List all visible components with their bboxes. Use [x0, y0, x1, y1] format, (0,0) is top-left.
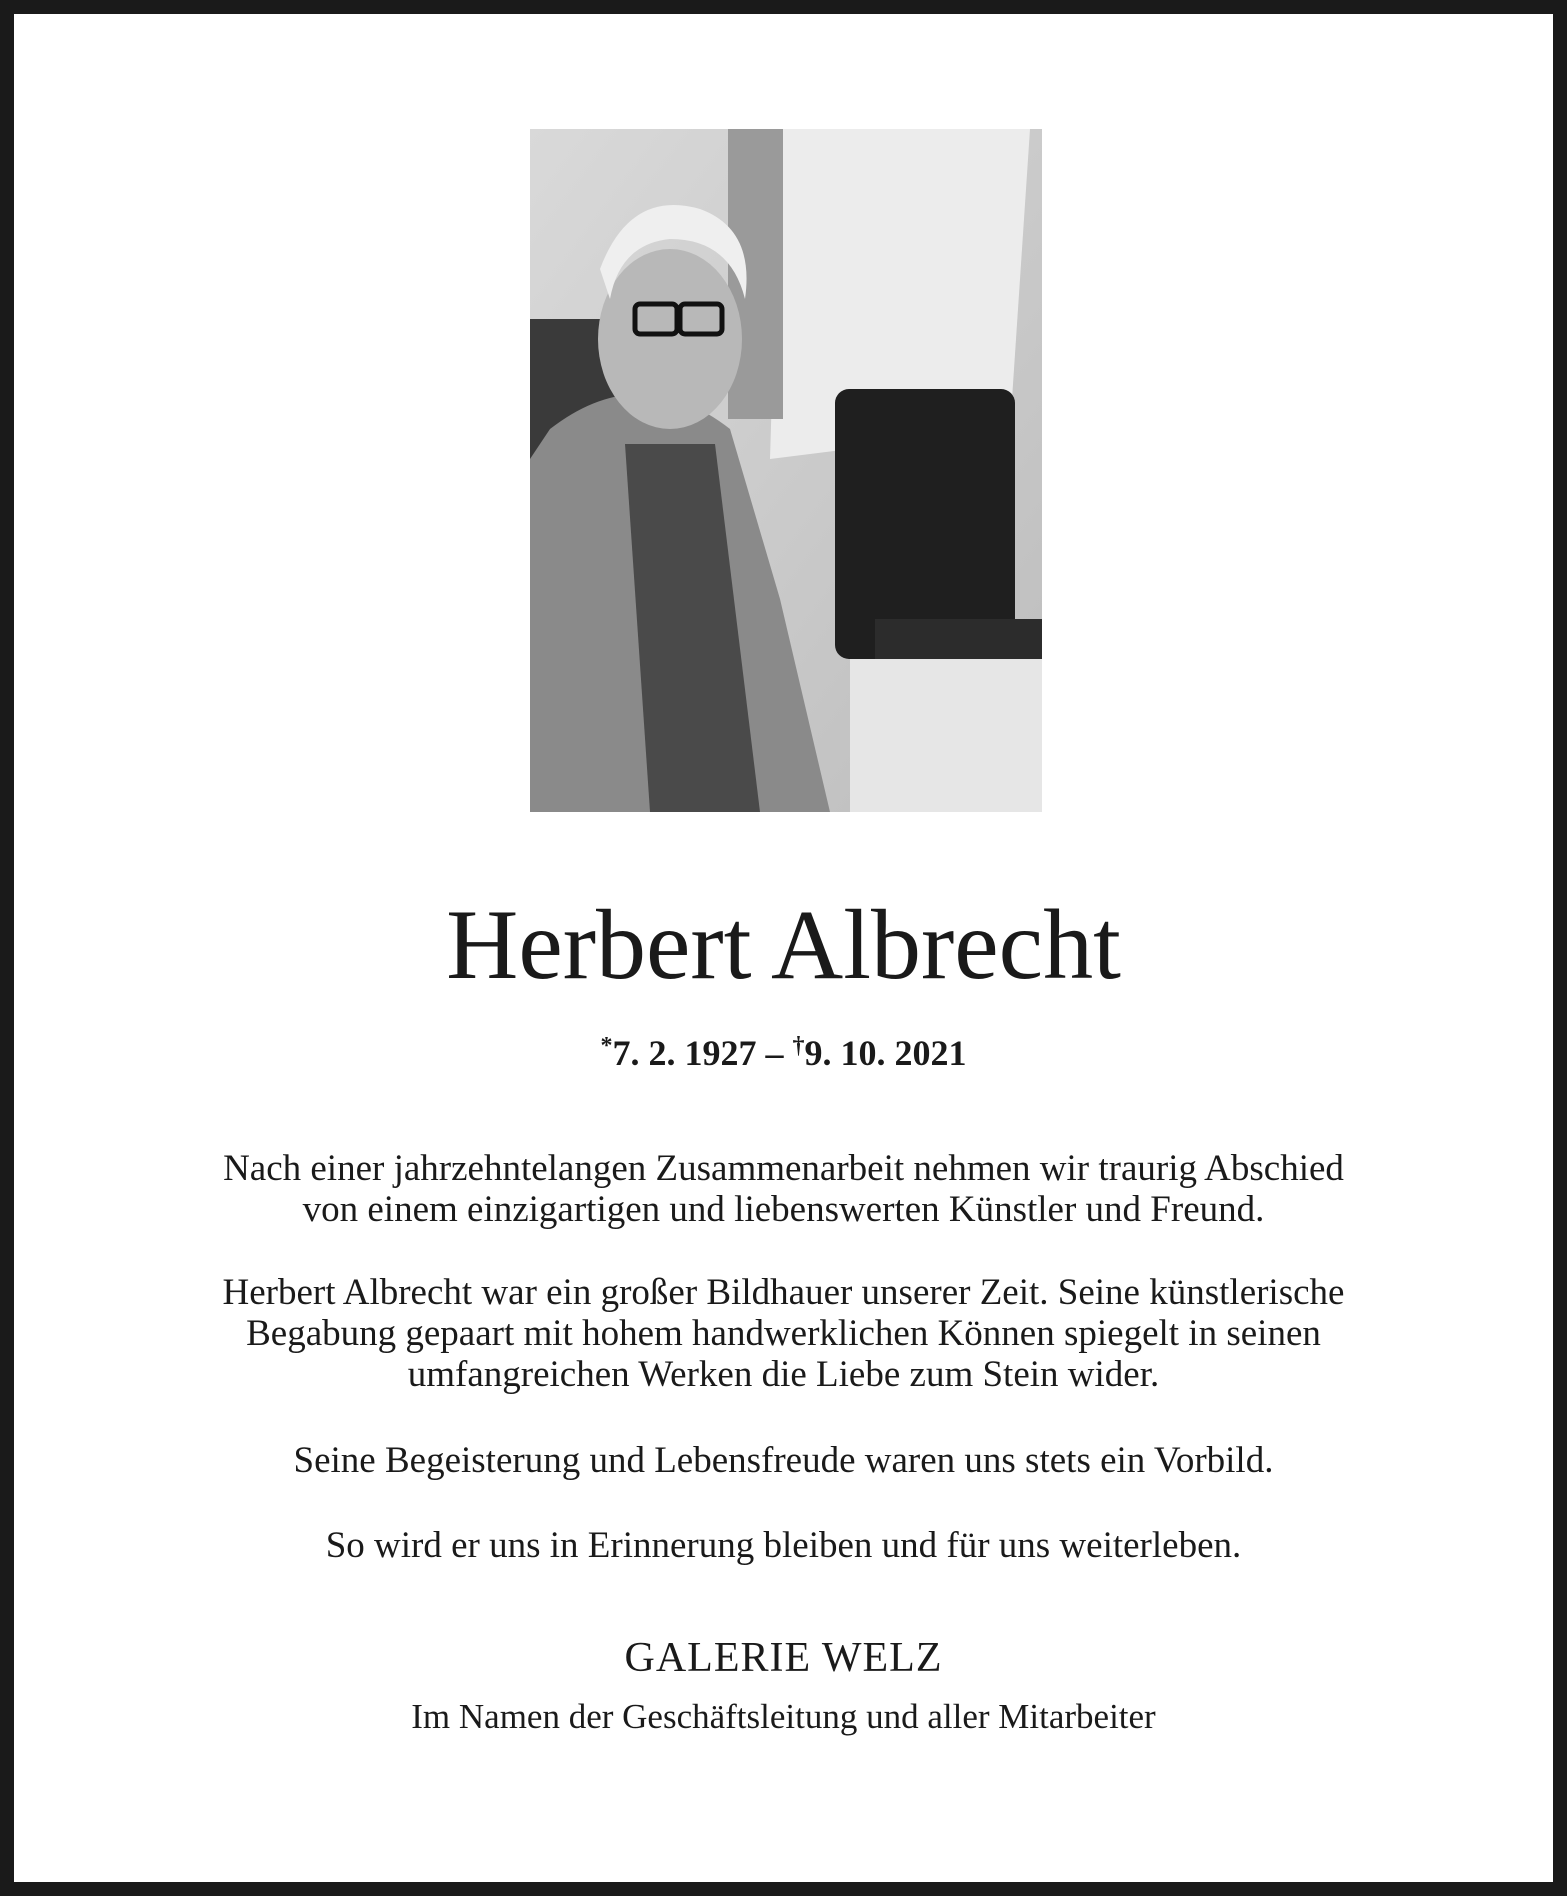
- death-symbol: †: [792, 1033, 805, 1059]
- paragraph-line: Nach einer jahrzehntelangen Zusammenarbeit nehmen wir traurig Abschied: [223, 1148, 1344, 1189]
- organization-name: GALERIE WELZ: [624, 1635, 943, 1681]
- paragraph-line: Seine Begeisterung und Lebensfreude waren uns stets ein Vorbild.: [293, 1440, 1274, 1481]
- paragraph: [0, 1525, 1567, 1566]
- paragraph-line: umfangreichen Werken die Liebe zum Stein wider.: [407, 1354, 1160, 1395]
- paragraph-line: Begabung gepaart mit hohem handwerklichen Können spiegelt in seinen: [246, 1313, 1321, 1354]
- date-separator: –: [756, 1033, 793, 1073]
- life-dates: [0, 1034, 1567, 1071]
- paragraph-line: von einem einzigartigen und liebenswerten Künstler und Freund.: [302, 1189, 1265, 1230]
- paragraph: [0, 1272, 1567, 1395]
- death-date: 9. 10. 2021: [804, 1033, 967, 1073]
- signature-subline: Im Namen der Geschäftsleitung und aller Mitarbeiter: [411, 1697, 1156, 1736]
- paragraph: [0, 1148, 1567, 1230]
- deceased-name: Herbert Albrecht: [446, 889, 1121, 1000]
- paragraph-line: Herbert Albrecht war ein großer Bildhauer unserer Zeit. Seine künstlerische: [222, 1272, 1345, 1313]
- birth-symbol: *: [600, 1033, 613, 1059]
- portrait-photo-icon: [530, 129, 1042, 812]
- paragraph: [0, 1440, 1567, 1481]
- birth-date: 7. 2. 1927: [612, 1033, 757, 1073]
- portrait-photo: [530, 129, 1042, 812]
- paragraph-line: So wird er uns in Erinnerung bleiben und für uns weiterleben.: [325, 1525, 1242, 1566]
